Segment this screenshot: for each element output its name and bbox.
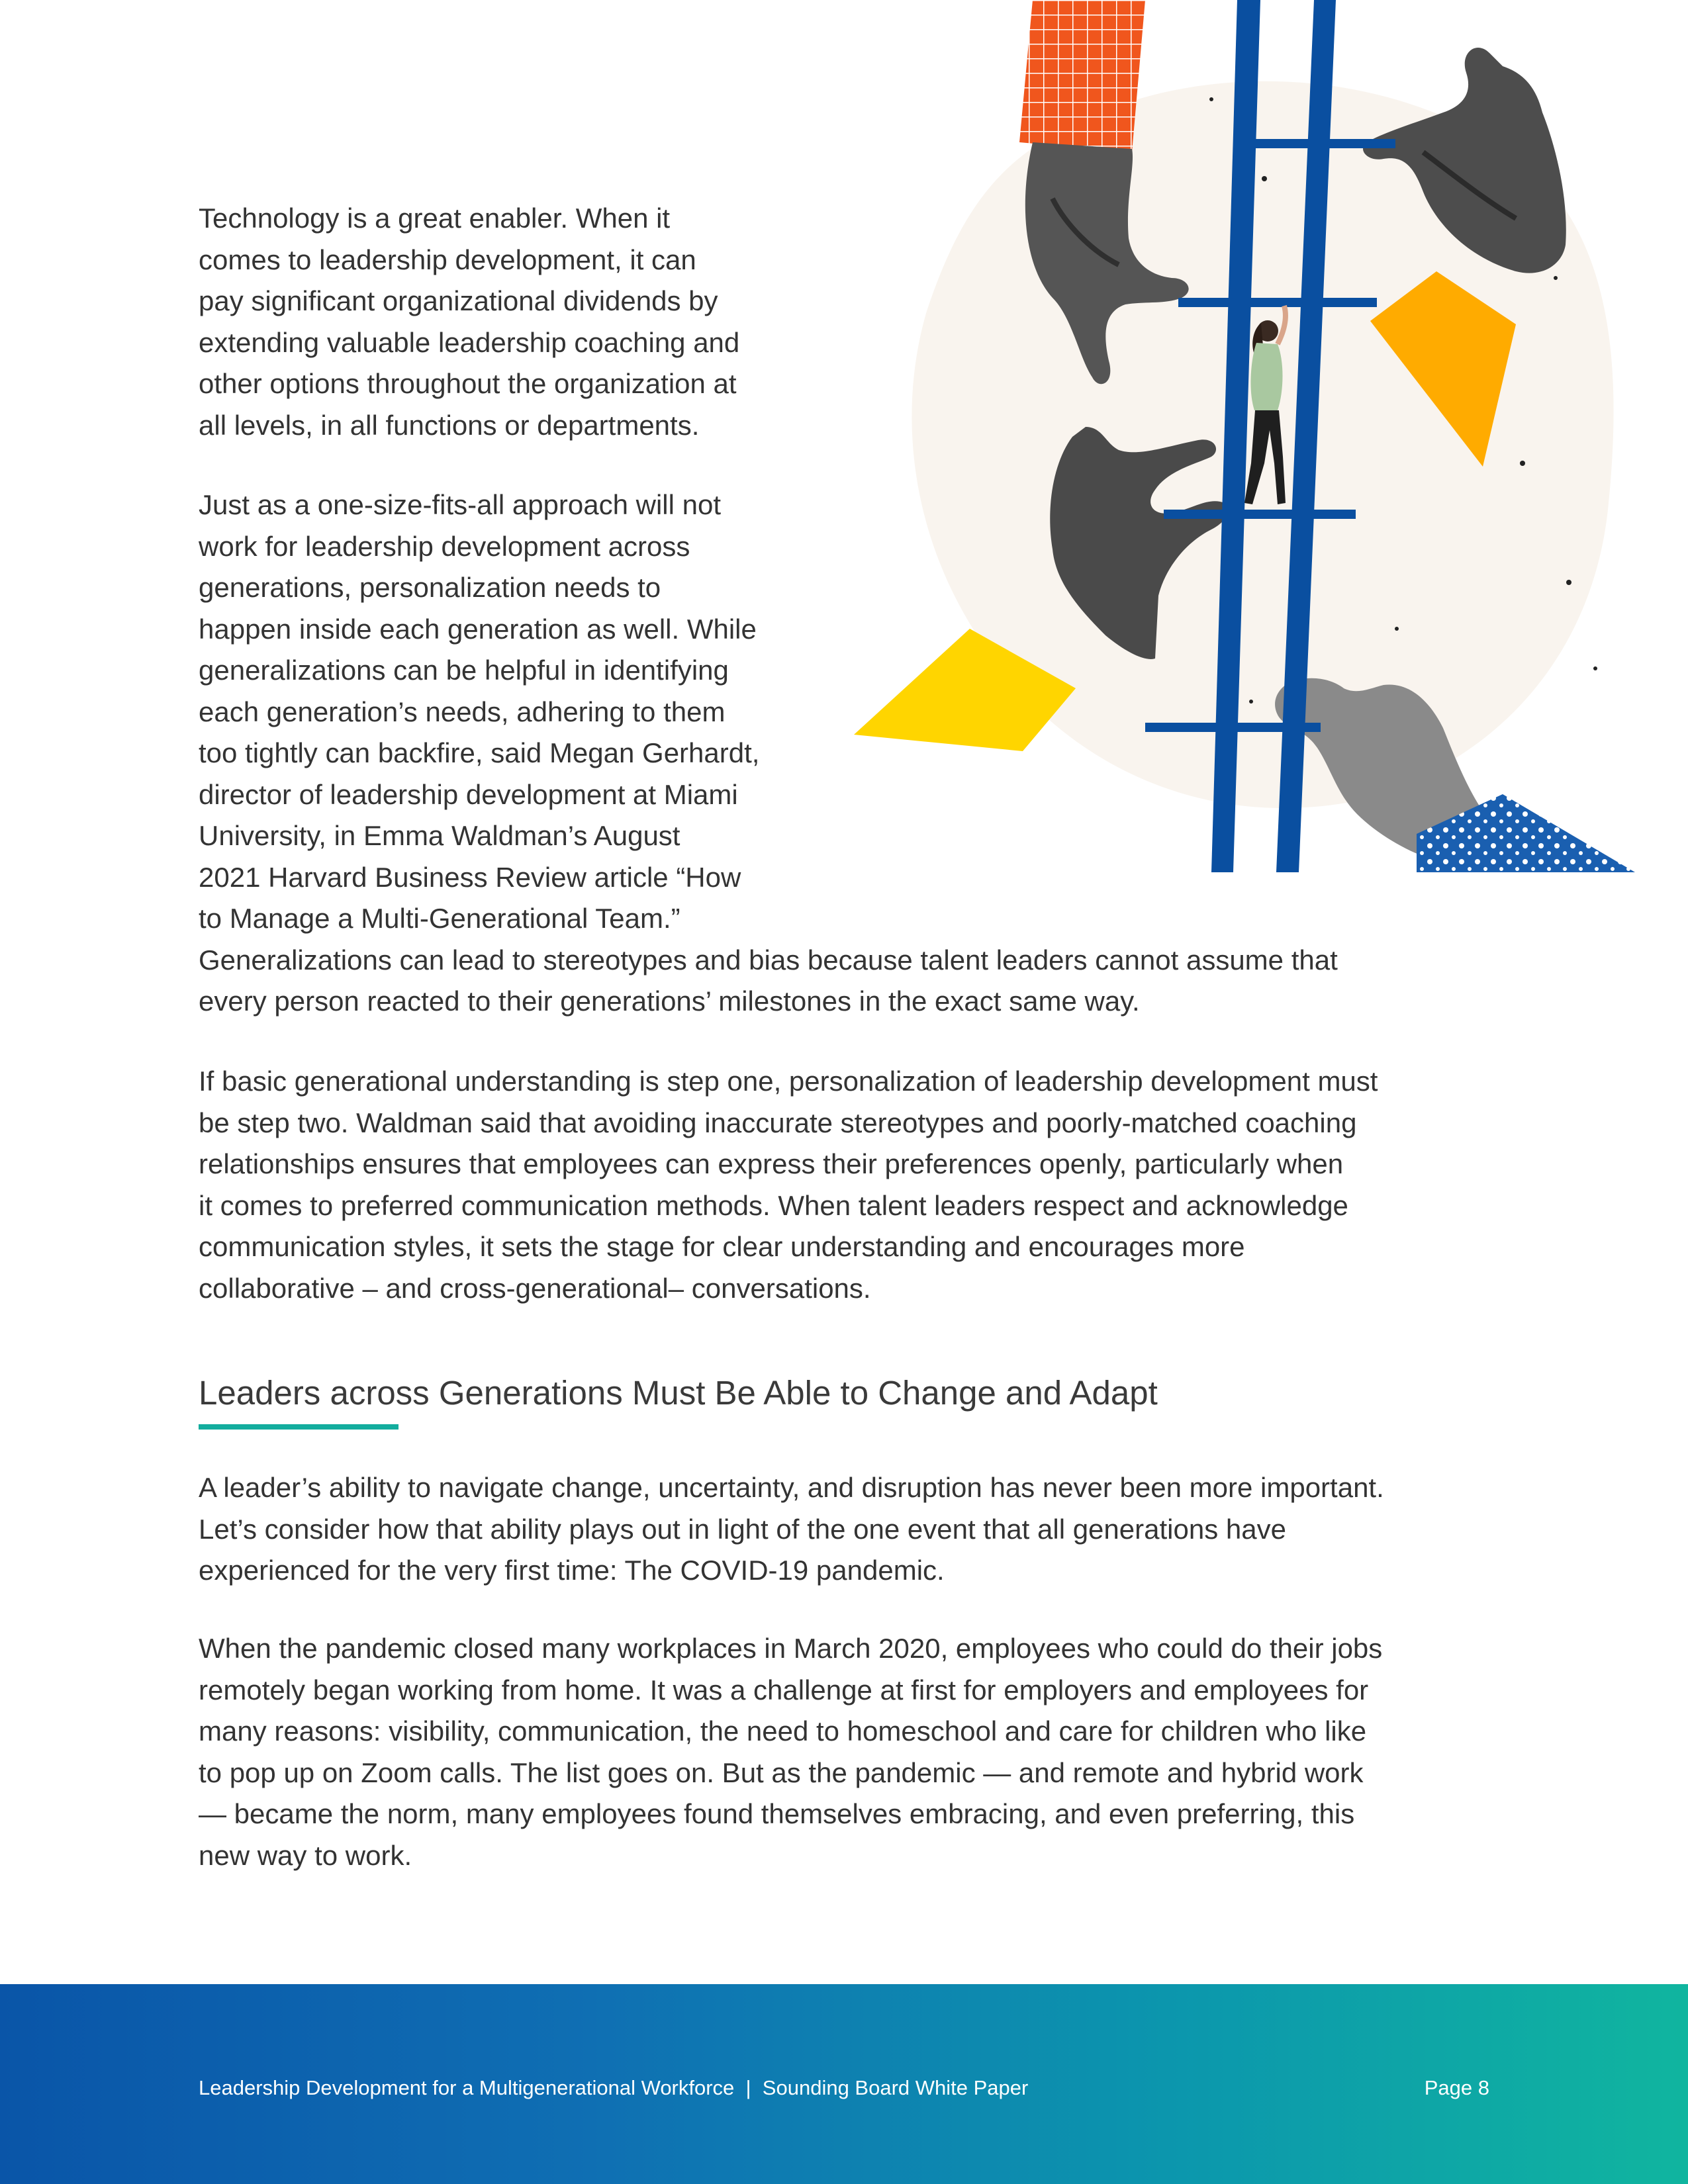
heading-accent-rule	[199, 1424, 399, 1430]
section-heading: Leaders across Generations Must Be Able to Change and Adapt	[199, 1374, 1158, 1412]
body-paragraph-4: A leader’s ability to navigate change, uncertainty, and disruption has never been more important. Let’s consider how that ability plays out in light of the one event that all generations have experienced for the very first time: The COVID-19 pandemic.	[199, 1472, 1384, 1586]
orange-grid-sleeve	[1019, 0, 1145, 152]
body-paragraph-2: Just as a one-size-fits-all approach will not work for leadership development across generations, personalization needs to happen inside each generation as well. While generalizations can be helpful in identifying each generation’s needs, adhering to them too tightly can backfire, said Megan Gerhardt, director of leadership development at Miami University, in Emma Waldman’s August 2021 Harvard Business Review article “How to Manage a Multi-Generational Team.” Generalizations can lead to stereotypes and bias because talent leaders cannot assume that every person reacted to their generations’ milestones in the exact same way.	[199, 489, 1338, 1017]
body-paragraph-3: If basic generational understanding is step one, personalization of leadership development must be step two. Waldman said that avoiding inaccurate stereotypes and poorly-matched coaching relationships ensures that employees can express their preferences openly, particularly when it comes to preferred communication methods. When talent leaders respect and acknowledge communication styles, it sets the stage for clear understanding and encourages more collaborative – and cross-generational– conversations.	[199, 1066, 1378, 1304]
footer-document-title: Leadership Development for a Multigenerational Workforce | Sounding Board White Paper	[199, 2076, 1029, 2099]
footer-page-number: Page 8	[1424, 2076, 1489, 2099]
body-paragraph-1: Technology is a great enabler. When it comes to leadership development, it can pay significant organizational dividends by extending valuable leadership coaching and other options throughout the organization at all levels, in all functions or departments.	[199, 203, 740, 441]
body-paragraph-5: When the pandemic closed many workplaces in March 2020, employees who could do their jobs remotely began working from home. It was a challenge at first for employers and employees for many reasons: visibility, communication, the need to homeschool and care for children who like to pop up on Zoom calls. The list goes on. But as the pandemic — and remote and hybrid work — became the norm, many employees found themselves embracing, and even preferring, this new way to work.	[199, 1633, 1383, 1871]
